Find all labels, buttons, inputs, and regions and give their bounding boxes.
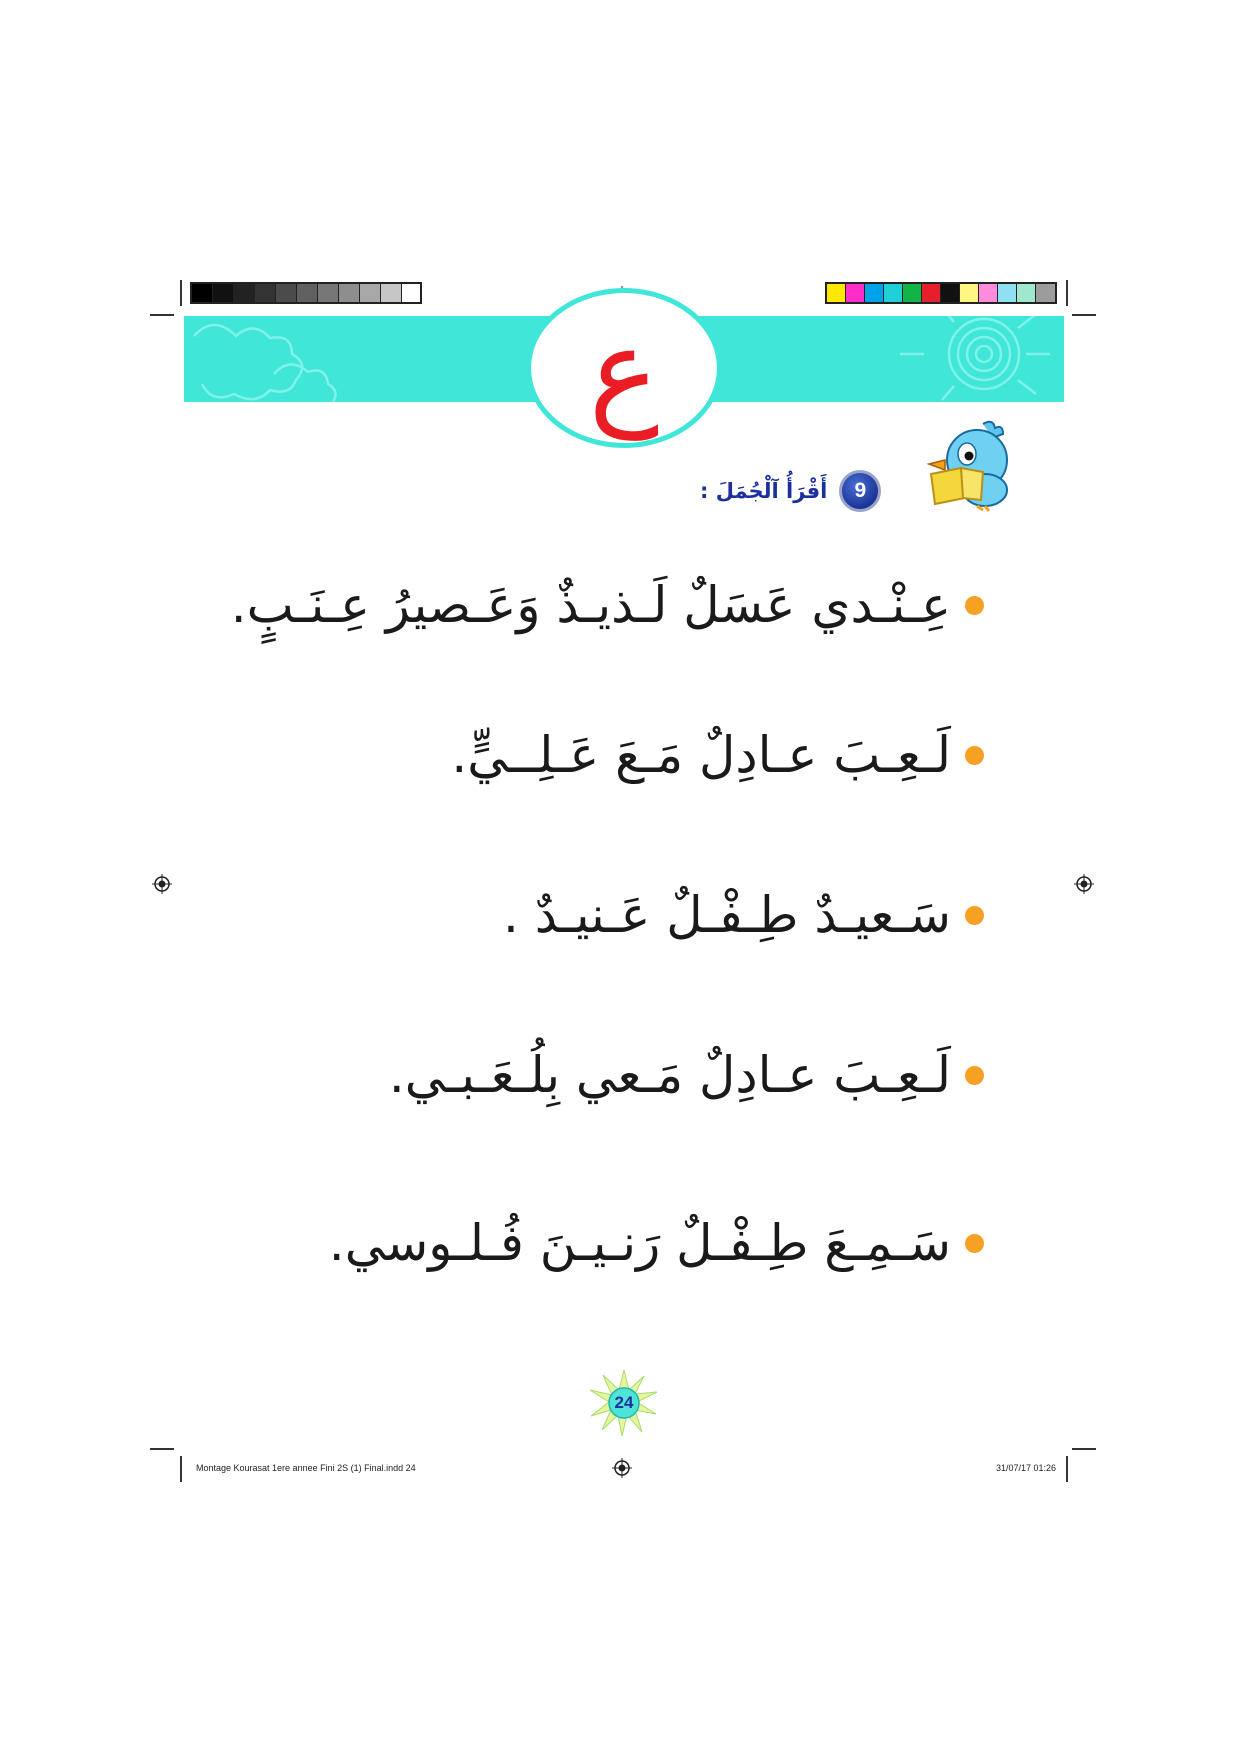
sentence-line (329, 1198, 984, 1288)
sentence-text: سَـمِـعَ طِـفْـلٌ رَنـيـنَ فُـلـوسي. (328, 1214, 951, 1272)
color-swatch (903, 284, 922, 302)
registration-mark-icon (1074, 874, 1094, 894)
gray-swatch (402, 284, 420, 302)
color-swatch (1017, 284, 1036, 302)
color-swatch (979, 284, 998, 302)
sentence-line (231, 560, 984, 650)
footer-filename: Montage Kourasat 1ere annee Fini 2S (1) Final.indd 24 (196, 1463, 416, 1473)
page-number: 24 (614, 1393, 634, 1412)
color-bar (825, 282, 1057, 304)
crop-mark (1066, 1456, 1068, 1482)
bullet-icon (965, 746, 984, 765)
crop-mark (1072, 1448, 1096, 1450)
crop-mark (150, 314, 174, 316)
gray-swatch (360, 284, 381, 302)
gray-swatch (255, 284, 276, 302)
sentence-line (503, 870, 984, 960)
color-swatch (960, 284, 979, 302)
instruction (700, 470, 881, 512)
gray-swatch (297, 284, 318, 302)
footer-date: 31/07/17 01:26 (995, 1463, 1056, 1473)
bullet-icon (965, 1234, 984, 1253)
color-swatch (1036, 284, 1055, 302)
color-swatch (846, 284, 865, 302)
gray-swatch (192, 284, 213, 302)
registration-mark-icon (612, 1458, 632, 1478)
crop-mark (1066, 280, 1068, 306)
letter-badge (526, 288, 722, 448)
crop-mark (150, 1448, 174, 1450)
color-swatch (827, 284, 846, 302)
gray-swatch (381, 284, 402, 302)
grayscale-bar (190, 282, 422, 304)
crop-mark (180, 1456, 182, 1482)
sentence-text: سَـعيـدٌ طِـفْـلٌ عَـنيـدٌ . (502, 886, 951, 944)
color-swatch (922, 284, 941, 302)
gray-swatch (339, 284, 360, 302)
color-swatch (884, 284, 903, 302)
gray-swatch (234, 284, 255, 302)
crop-mark (1072, 314, 1096, 316)
sentence-line (451, 710, 984, 800)
gray-swatch (318, 284, 339, 302)
exercise-number: 9 (839, 470, 881, 512)
color-swatch (941, 284, 960, 302)
bullet-icon (965, 1066, 984, 1085)
page-number-badge (590, 1370, 658, 1436)
crop-mark (180, 280, 182, 306)
bird-reading-icon (925, 418, 1015, 512)
instruction-text: أَقْرَأُ آلْجُمَلَ : (700, 479, 828, 503)
registration-mark-icon (152, 874, 172, 894)
gray-swatch (276, 284, 297, 302)
bullet-icon (965, 906, 984, 925)
sentence-line (389, 1030, 984, 1120)
gray-swatch (213, 284, 234, 302)
color-swatch (865, 284, 884, 302)
sentence-text: لَـعِـبَ عـادِلٌ مَـعَ عَـلِــيٍّ. (451, 726, 951, 784)
bullet-icon (965, 596, 984, 615)
featured-letter: ع (588, 302, 660, 440)
sentence-text: لَـعِـبَ عـادِلٌ مَـعي بِلُـعَـبـي. (388, 1046, 951, 1104)
sentence-text: عِـنْـدي عَسَلٌ لَـذيـذٌ وَعَـصيرُ عِـنَـبٍ. (230, 576, 951, 634)
color-swatch (998, 284, 1017, 302)
